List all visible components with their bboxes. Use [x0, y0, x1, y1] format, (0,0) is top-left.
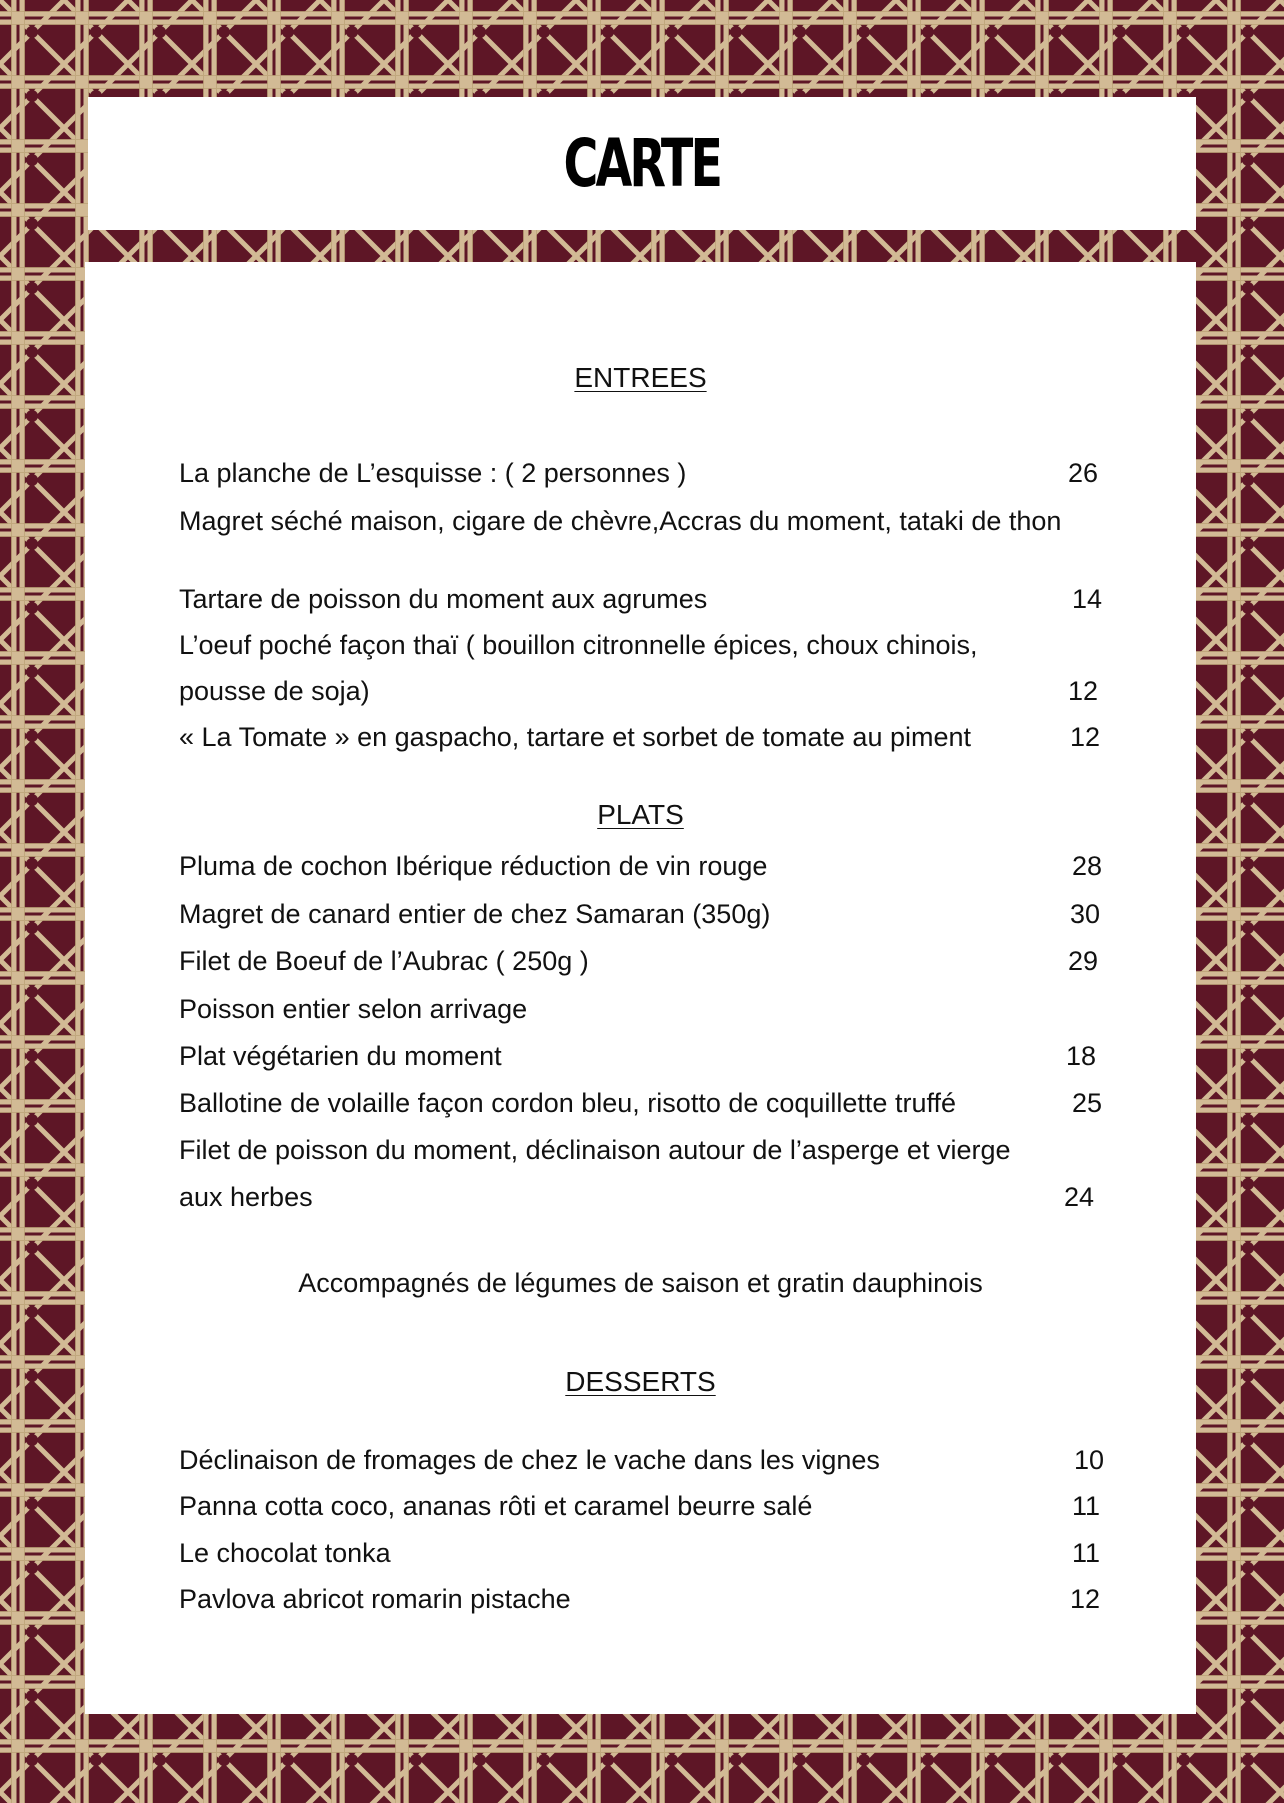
page-title: CARTE	[563, 124, 721, 202]
menu-item-price: 14	[1072, 584, 1103, 614]
menu-item-price: 12	[1070, 722, 1101, 752]
menu-item-price: 18	[1066, 1041, 1097, 1071]
section-heading-desserts: DESSERTS	[565, 1366, 716, 1397]
section-heading-entrees: ENTREES	[574, 362, 707, 393]
menu-item-price: 24	[1064, 1182, 1095, 1212]
title-panel	[88, 97, 1196, 230]
menu-item-price: 12	[1068, 676, 1099, 706]
menu-item-dessert-pavlova: Pavlova abricot romarin pistache	[179, 1584, 571, 1614]
menu-item-price: 30	[1070, 899, 1101, 929]
menu-item-price: 11	[1072, 1491, 1101, 1521]
menu-item-entree-oeuf: L’oeuf poché façon thaï ( bouillon citronnelle épices, choux chinois,	[179, 630, 978, 660]
menu-item-price: 25	[1072, 1088, 1103, 1118]
menu-item-price: 29	[1068, 946, 1099, 976]
menu-item-price: 26	[1068, 458, 1099, 488]
menu-item-dessert-chocolat: Le chocolat tonka	[179, 1538, 391, 1568]
menu-item-plat-poisson-entier: Poisson entier selon arrivage	[179, 994, 528, 1024]
menu-item-entree-tartare: Tartare de poisson du moment aux agrumes	[179, 584, 708, 614]
menu-item-plat-magret: Magret de canard entier de chez Samaran (350g)	[179, 899, 771, 929]
menu-item-plat-vegetarien: Plat végétarien du moment	[179, 1041, 502, 1071]
menu-item-price: 11	[1072, 1538, 1101, 1568]
menu-item-price: 28	[1072, 851, 1103, 881]
menu-item-plat-ballotine: Ballotine de volaille façon cordon bleu, risotto de coquillette truffé	[179, 1088, 956, 1118]
menu-item-entree-tomate: « La Tomate » en gaspacho, tartare et sorbet de tomate au piment	[179, 722, 972, 752]
menu-item-dessert-fromages: Déclinaison de fromages de chez le vache dans les vignes	[179, 1445, 880, 1475]
menu-item-price: 12	[1070, 1584, 1101, 1614]
menu-panel	[85, 262, 1196, 1714]
menu-item-entree-oeuf-cont: pousse de soja)	[179, 676, 370, 706]
menu-item-entree-planche-detail: Magret séché maison, cigare de chèvre,Accras du moment, tataki de thon	[179, 506, 1062, 536]
menu-item-plat-boeuf: Filet de Boeuf de l’Aubrac ( 250g )	[179, 946, 589, 976]
section-heading-plats: PLATS	[597, 799, 684, 830]
menu-item-entree-planche: La planche de L’esquisse : ( 2 personnes )	[179, 458, 687, 488]
plats-accompaniment-note: Accompagnés de légumes de saison et gratin dauphinois	[298, 1268, 983, 1298]
menu-item-plat-filet-poisson-cont: aux herbes	[179, 1182, 313, 1212]
menu-item-dessert-panna-cotta: Panna cotta coco, ananas rôti et caramel beurre salé	[179, 1491, 813, 1521]
menu-item-plat-pluma: Pluma de cochon Ibérique réduction de vin rouge	[179, 851, 768, 881]
menu-item-price: 10	[1074, 1445, 1105, 1475]
menu-item-plat-filet-poisson: Filet de poisson du moment, déclinaison autour de l’asperge et vierge	[179, 1135, 1011, 1165]
